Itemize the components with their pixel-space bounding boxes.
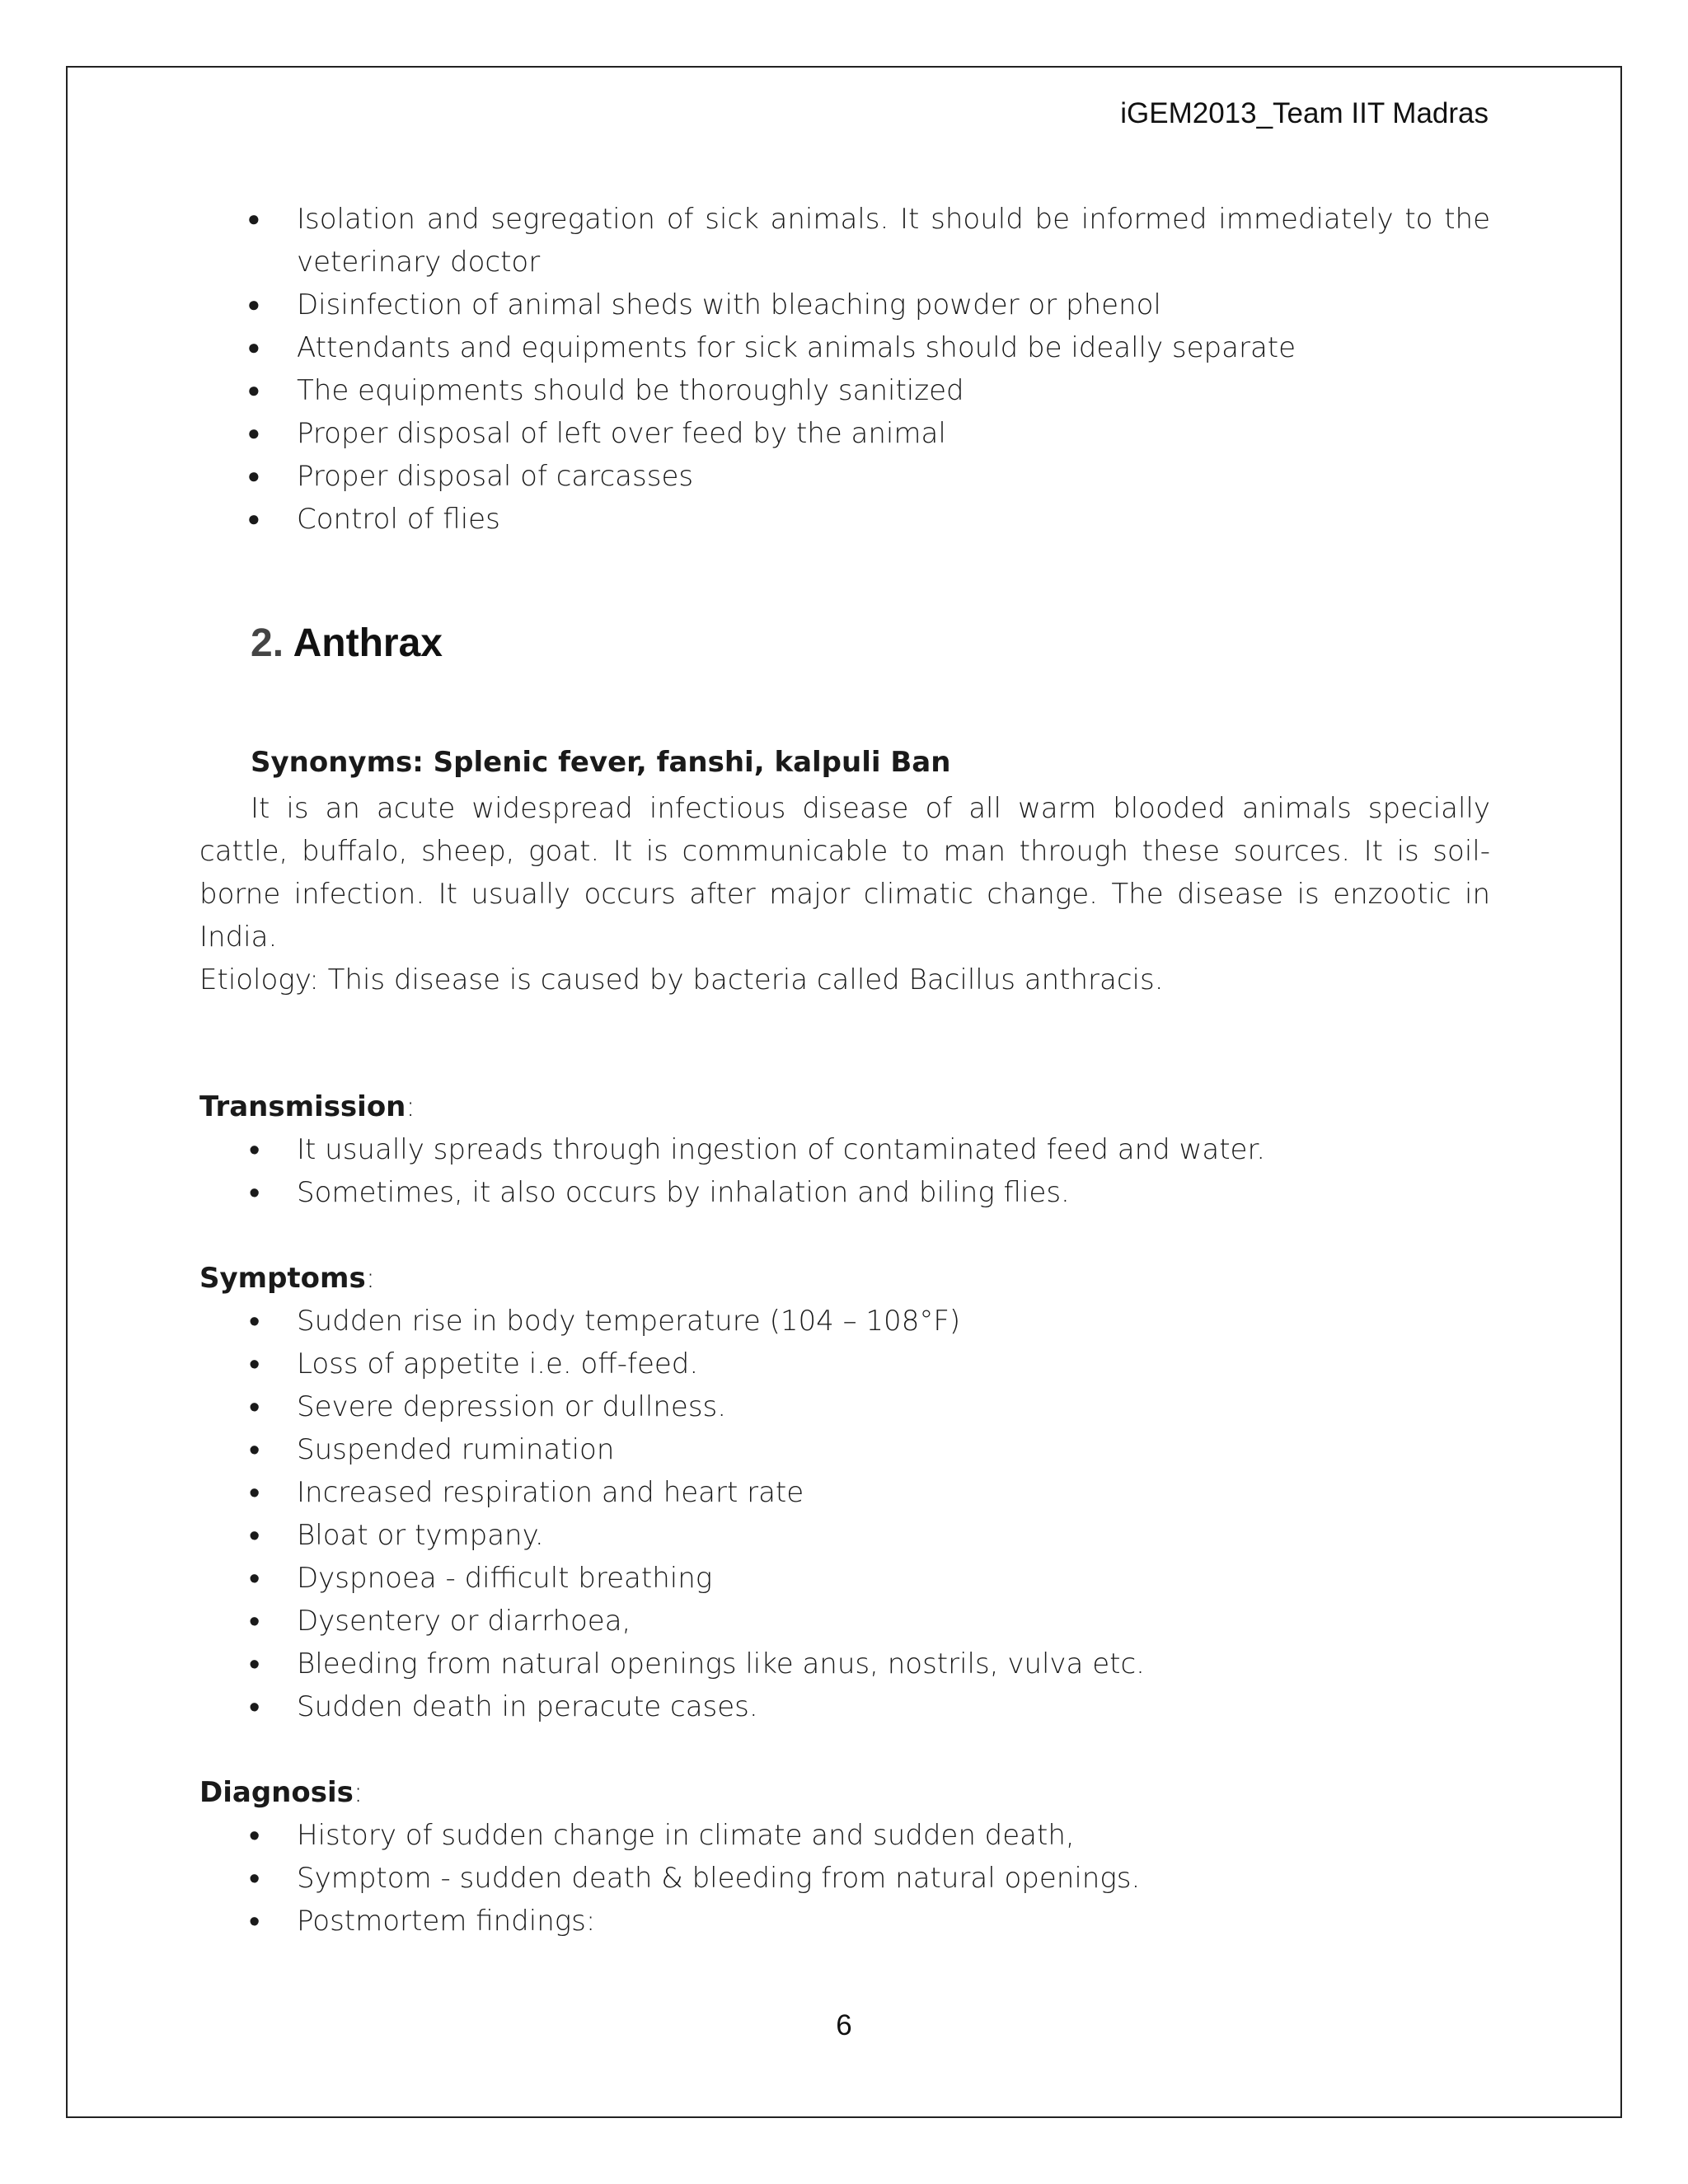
list-item: ● Control of flies [297, 498, 1490, 541]
list-item: • History of sudden change in climate and sudden death, [297, 1814, 1490, 1857]
symptoms-heading: Symptoms: [199, 1262, 376, 1295]
symptoms-heading-text: Symptoms [199, 1262, 366, 1295]
section-number: 2. [251, 621, 284, 665]
diagnosis-heading: Diagnosis: [199, 1776, 363, 1809]
list-item: • Sudden death in peracute cases. [297, 1685, 1490, 1728]
list-item: • Bleeding from natural openings like anus, nostrils, vulva etc. [297, 1643, 1490, 1685]
list-item: • Dyspnoea - difficult breathing [297, 1557, 1490, 1600]
list-item: • Suspended rumination [297, 1428, 1490, 1471]
section-title-text: Anthrax [293, 621, 443, 665]
symptoms-list [199, 1300, 1490, 1728]
list-item: • Sometimes, it also occurs by inhalation and biling flies. [297, 1171, 1490, 1214]
list-item: • Loss of appetite i.e. off-feed. [297, 1343, 1490, 1385]
list-item: • Sudden rise in body temperature (104 – 108°F) [297, 1300, 1490, 1343]
list-item: ● Disinfection of animal sheds with bleaching powder or phenol [297, 284, 1490, 326]
list-item: • Bloat or tympany. [297, 1514, 1490, 1557]
page-header: iGEM2013_Team IIT Madras [1120, 97, 1489, 129]
section-title [251, 619, 1490, 668]
page-number: 6 [836, 2009, 852, 2041]
transmission-list [199, 1128, 1490, 1214]
list-item: • Postmortem findings: [297, 1900, 1490, 1943]
list-item: ● Proper disposal of carcasses [297, 455, 1490, 498]
transmission-heading: Transmission: [199, 1090, 415, 1123]
etiology-line: Etiology: This disease is caused by bacteria called Bacillus anthracis. [199, 963, 1164, 996]
list-item: ● Attendants and equipments for sick animals should be ideally separate [297, 326, 1490, 369]
list-item: • Symptom - sudden death & bleeding from natural openings. [297, 1857, 1490, 1900]
list-item: ● Isolation and segregation of sick animals. It should be informed immediately to the veterinary doctor [297, 198, 1490, 284]
diagnosis-heading-text: Diagnosis [199, 1776, 354, 1809]
synonyms-line: Synonyms: Splenic fever, fanshi, kalpuli Ban [251, 746, 951, 779]
page-content [199, 198, 1490, 1943]
list-item: • Severe depression or dullness. [297, 1385, 1490, 1428]
list-item: • It usually spreads through ingestion of contaminated feed and water. [297, 1128, 1490, 1171]
list-item: • Dysentery or diarrhoea, [297, 1600, 1490, 1643]
prevention-list [199, 198, 1490, 541]
list-item: • Increased respiration and heart rate [297, 1471, 1490, 1514]
intro-paragraph: It is an acute widespread infectious disease of all warm blooded animals specially cattle, buffalo, sheep, goat. It is communicable to man through these sources. It is soil-borne infection. It usually occurs after major climatic change. The disease is enzootic in India. [199, 792, 1490, 954]
list-item: ● Proper disposal of left over feed by the animal [297, 412, 1490, 455]
list-item: ● The equipments should be thoroughly sanitized [297, 369, 1490, 412]
diagnosis-list [199, 1814, 1490, 1943]
transmission-heading-text: Transmission [199, 1090, 406, 1123]
